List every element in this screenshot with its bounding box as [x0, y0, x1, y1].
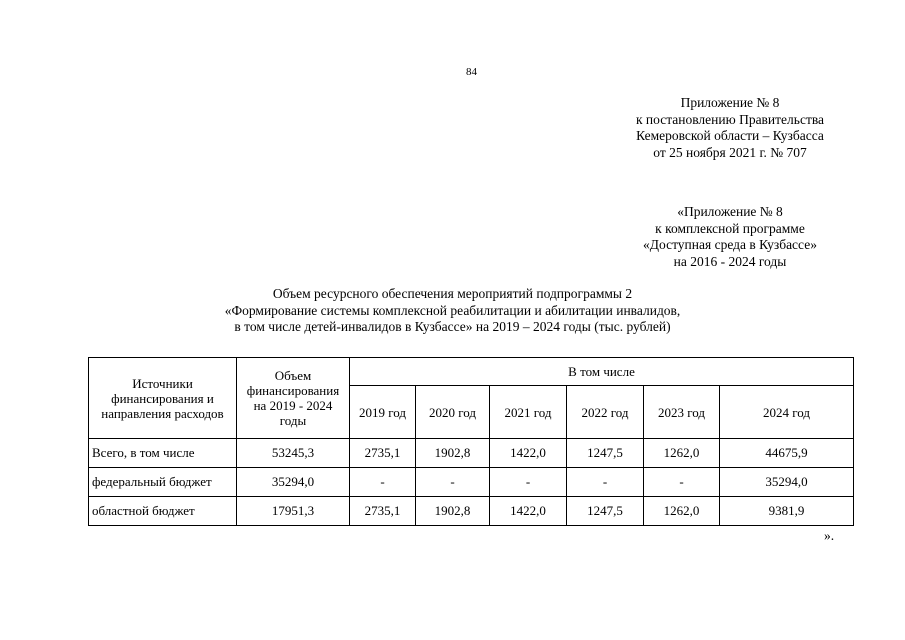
page-number: 84 — [466, 66, 477, 78]
row-value: 35294,0 — [720, 468, 854, 497]
title-line: «Формирование системы комплексной реабилитации и абилитации инвалидов, — [224, 302, 681, 318]
header-volume: Объем финансирования на 2019 - 2024 годы — [237, 358, 350, 439]
row-value: 1262,0 — [644, 497, 720, 526]
row-value: 1902,8 — [416, 439, 490, 468]
row-source: областной бюджет — [89, 497, 237, 526]
row-value: - — [350, 468, 416, 497]
title-line: Объем ресурсного обеспечения мероприятий подпрограммы 2 — [272, 286, 633, 301]
row-total: 17951,3 — [237, 497, 350, 526]
appendix-line: к комплексной программе — [655, 220, 805, 236]
row-value: 1262,0 — [644, 439, 720, 468]
header-year: 2023 год — [644, 386, 720, 439]
header-year: 2021 год — [490, 386, 567, 439]
appendix-program — [600, 204, 860, 270]
appendix-government-resolution — [600, 95, 860, 161]
header-year: 2024 год — [720, 386, 854, 439]
appendix-line: «Приложение № 8 — [677, 204, 783, 219]
funding-table — [88, 357, 854, 526]
title-line: в том числе детей-инвалидов в Кузбассе» на 2019 – 2024 годы (тыс. рублей) — [234, 319, 671, 334]
closing-quote: ». — [824, 528, 835, 543]
row-value: 1247,5 — [567, 439, 644, 468]
appendix-line: от 25 ноября 2021 г. № 707 — [653, 144, 807, 160]
row-value: - — [490, 468, 567, 497]
row-value: - — [416, 468, 490, 497]
row-total: 35294,0 — [237, 468, 350, 497]
row-value: 1247,5 — [567, 497, 644, 526]
table-row — [89, 439, 854, 468]
table-row — [89, 468, 854, 497]
row-value: 1902,8 — [416, 497, 490, 526]
row-value: 2735,1 — [350, 497, 416, 526]
row-value: 44675,9 — [720, 439, 854, 468]
row-value: 9381,9 — [720, 497, 854, 526]
header-year: 2019 год — [350, 386, 416, 439]
row-value: 1422,0 — [490, 439, 567, 468]
row-value: - — [644, 468, 720, 497]
table-header-row — [89, 358, 854, 386]
row-value: 2735,1 — [350, 439, 416, 468]
table-row — [89, 497, 854, 526]
appendix-line: к постановлению Правительства — [635, 111, 825, 127]
header-year: 2022 год — [567, 386, 644, 439]
header-including: В том числе — [350, 358, 854, 386]
document-title — [120, 286, 785, 336]
row-value: 1422,0 — [490, 497, 567, 526]
appendix-line: Приложение № 8 — [680, 95, 780, 110]
appendix-line: Кемеровской области – Кузбасса — [636, 128, 824, 143]
appendix-line: на 2016 - 2024 годы — [673, 253, 787, 269]
header-sources: Источники финансирования и направления расходов — [89, 358, 237, 439]
row-source: федеральный бюджет — [89, 468, 237, 497]
row-source: Всего, в том числе — [89, 439, 237, 468]
row-total: 53245,3 — [237, 439, 350, 468]
appendix-line: «Доступная среда в Кузбассе» — [643, 237, 817, 252]
header-year: 2020 год — [416, 386, 490, 439]
row-value: - — [567, 468, 644, 497]
